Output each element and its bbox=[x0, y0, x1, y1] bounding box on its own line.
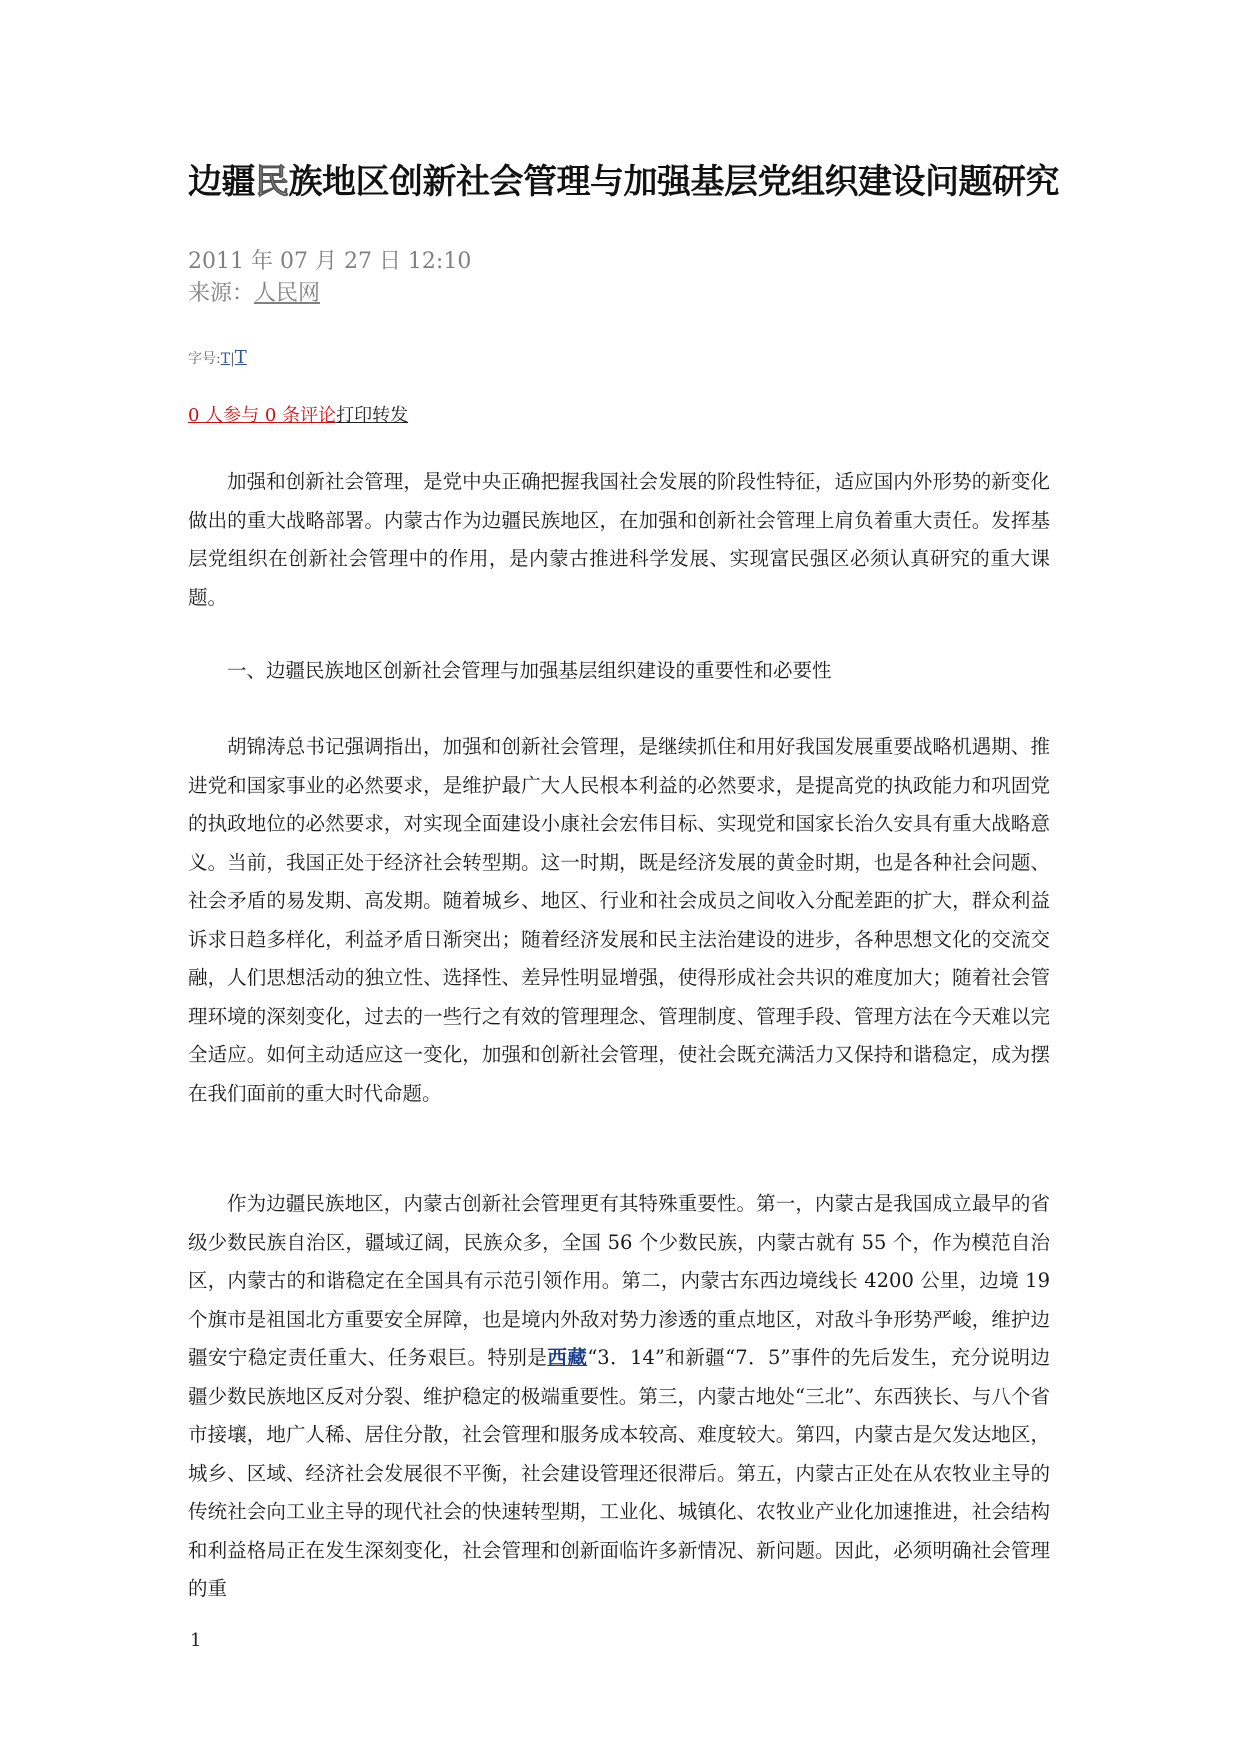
source-label: 来源： bbox=[188, 281, 255, 306]
print-link[interactable]: 打印 bbox=[336, 405, 373, 426]
font-size-large-button[interactable]: T bbox=[234, 347, 247, 368]
article-actions bbox=[188, 401, 408, 427]
title-part-1: 边疆 bbox=[188, 162, 255, 202]
source-link[interactable]: 人民网 bbox=[254, 281, 321, 306]
article-source bbox=[188, 278, 320, 310]
page-number: 1 bbox=[190, 1630, 202, 1651]
font-size-separator: | bbox=[230, 351, 235, 367]
paragraph-inner-mongolia-part-2: “3．14”和新疆“7．5”事件的先后发生，充分说明边疆少数民族地区反对分裂、维护稳定的极端重要性。第三，内蒙古地处“三北”、东西狭长、与八个省市接壤，地广人稀、居住分散，社会管理和服务成本较高、难度较大。第四，内蒙古是欠发达地区，城乡、区域、经济社会发展很不平衡，社会建设管理还很滞后。第五，内蒙古正处在从农牧业主导的传统社会向工业主导的现代社会的快速转型期，工业化、城镇化、农牧业产业化加速推进，社会结构和利益格局正在发生深刻变化，社会管理和创新面临许多新情况、新问题。因此，必须明确社会管理的重 bbox=[188, 1346, 1050, 1600]
section-heading-1: 一、边疆民族地区创新社会管理与加强基层组织建设的重要性和必要性 bbox=[227, 659, 832, 682]
font-size-control bbox=[188, 347, 247, 368]
paragraph-hu-jintao: 胡锦涛总书记强调指出，加强和创新社会管理，是继续抓住和用好我国发展重要战略机遇期、推进党和国家事业的必然要求，是维护最广大人民根本利益的必然要求，是提高党的执政能力和巩固党的执政地位的必然要求，对实现全面建设小康社会宏伟目标、实现党和国家长治久安具有重大战略意义。当前，我国正处于经济社会转型期。这一时期，既是经济发展的黄金时期，也是各种社会问题、社会矛盾的易发期、高发期。随着城乡、地区、行业和社会成员之间收入分配差距的扩大，群众利益诉求日趋多样化，利益矛盾日渐突出；随着经济发展和民主法治建设的进步，各种思想文化的交流交融，人们思想活动的独立性、选择性、差异性明显增强，使得形成社会共识的难度加大；随着社会管理环境的深刻变化，过去的一些行之有效的管理理念、管理制度、管理手段、管理方法在今天难以完全适应。如何主动适应这一变化，加强和创新社会管理，使社会既充满活力又保持和谐稳定，成为摆在我们面前的重大时代命题。 bbox=[188, 735, 1050, 1105]
article-title bbox=[188, 160, 1088, 204]
paragraph-inner-mongolia bbox=[188, 1185, 1050, 1609]
title-part-2: 族地区创新社会管理与加强基层党组织建设问题研究 bbox=[288, 162, 1059, 202]
article-date: 2011 年 07 月 27 日 12:10 bbox=[188, 249, 472, 274]
title-highlighted-char: 民 bbox=[255, 162, 289, 202]
paragraph-intro: 加强和创新社会管理，是党中央正确把握我国社会发展的阶段性特征，适应国内外形势的新变化做出的重大战略部署。内蒙古作为边疆民族地区，在加强和创新社会管理上肩负着重大责任。发挥基层党组织在创新社会管理中的作用，是内蒙古推进科学发展、实现富民强区必须认真研究的重大课题。 bbox=[188, 470, 1050, 609]
xizang-link[interactable]: 西藏 bbox=[547, 1346, 588, 1369]
paragraph-inner-mongolia-part-1: 作为边疆民族地区，内蒙古创新社会管理更有其特殊重要性。第一，内蒙古是我国成立最早的省级少数民族自治区，疆域辽阔，民族众多，全国 56 个少数民族，内蒙古就有 55 个，作为模范自治区，内蒙古的和谐稳定在全国具有示范引领作用。第二，内蒙古东西边境线长 4200 公里，边境 19 个旗市是祖国北方重要安全屏障，也是境内外敌对势力渗透的重点地区，对敌斗争形势严峻，维护边疆安宁稳定责任重大、任务艰巨。特别是 bbox=[188, 1192, 1050, 1369]
font-size-small-button[interactable]: T bbox=[220, 351, 231, 367]
forward-link[interactable]: 转发 bbox=[372, 405, 409, 426]
font-size-label: 字号: bbox=[188, 351, 221, 367]
comments-link[interactable]: 0 人参与 0 条评论 bbox=[188, 405, 337, 426]
